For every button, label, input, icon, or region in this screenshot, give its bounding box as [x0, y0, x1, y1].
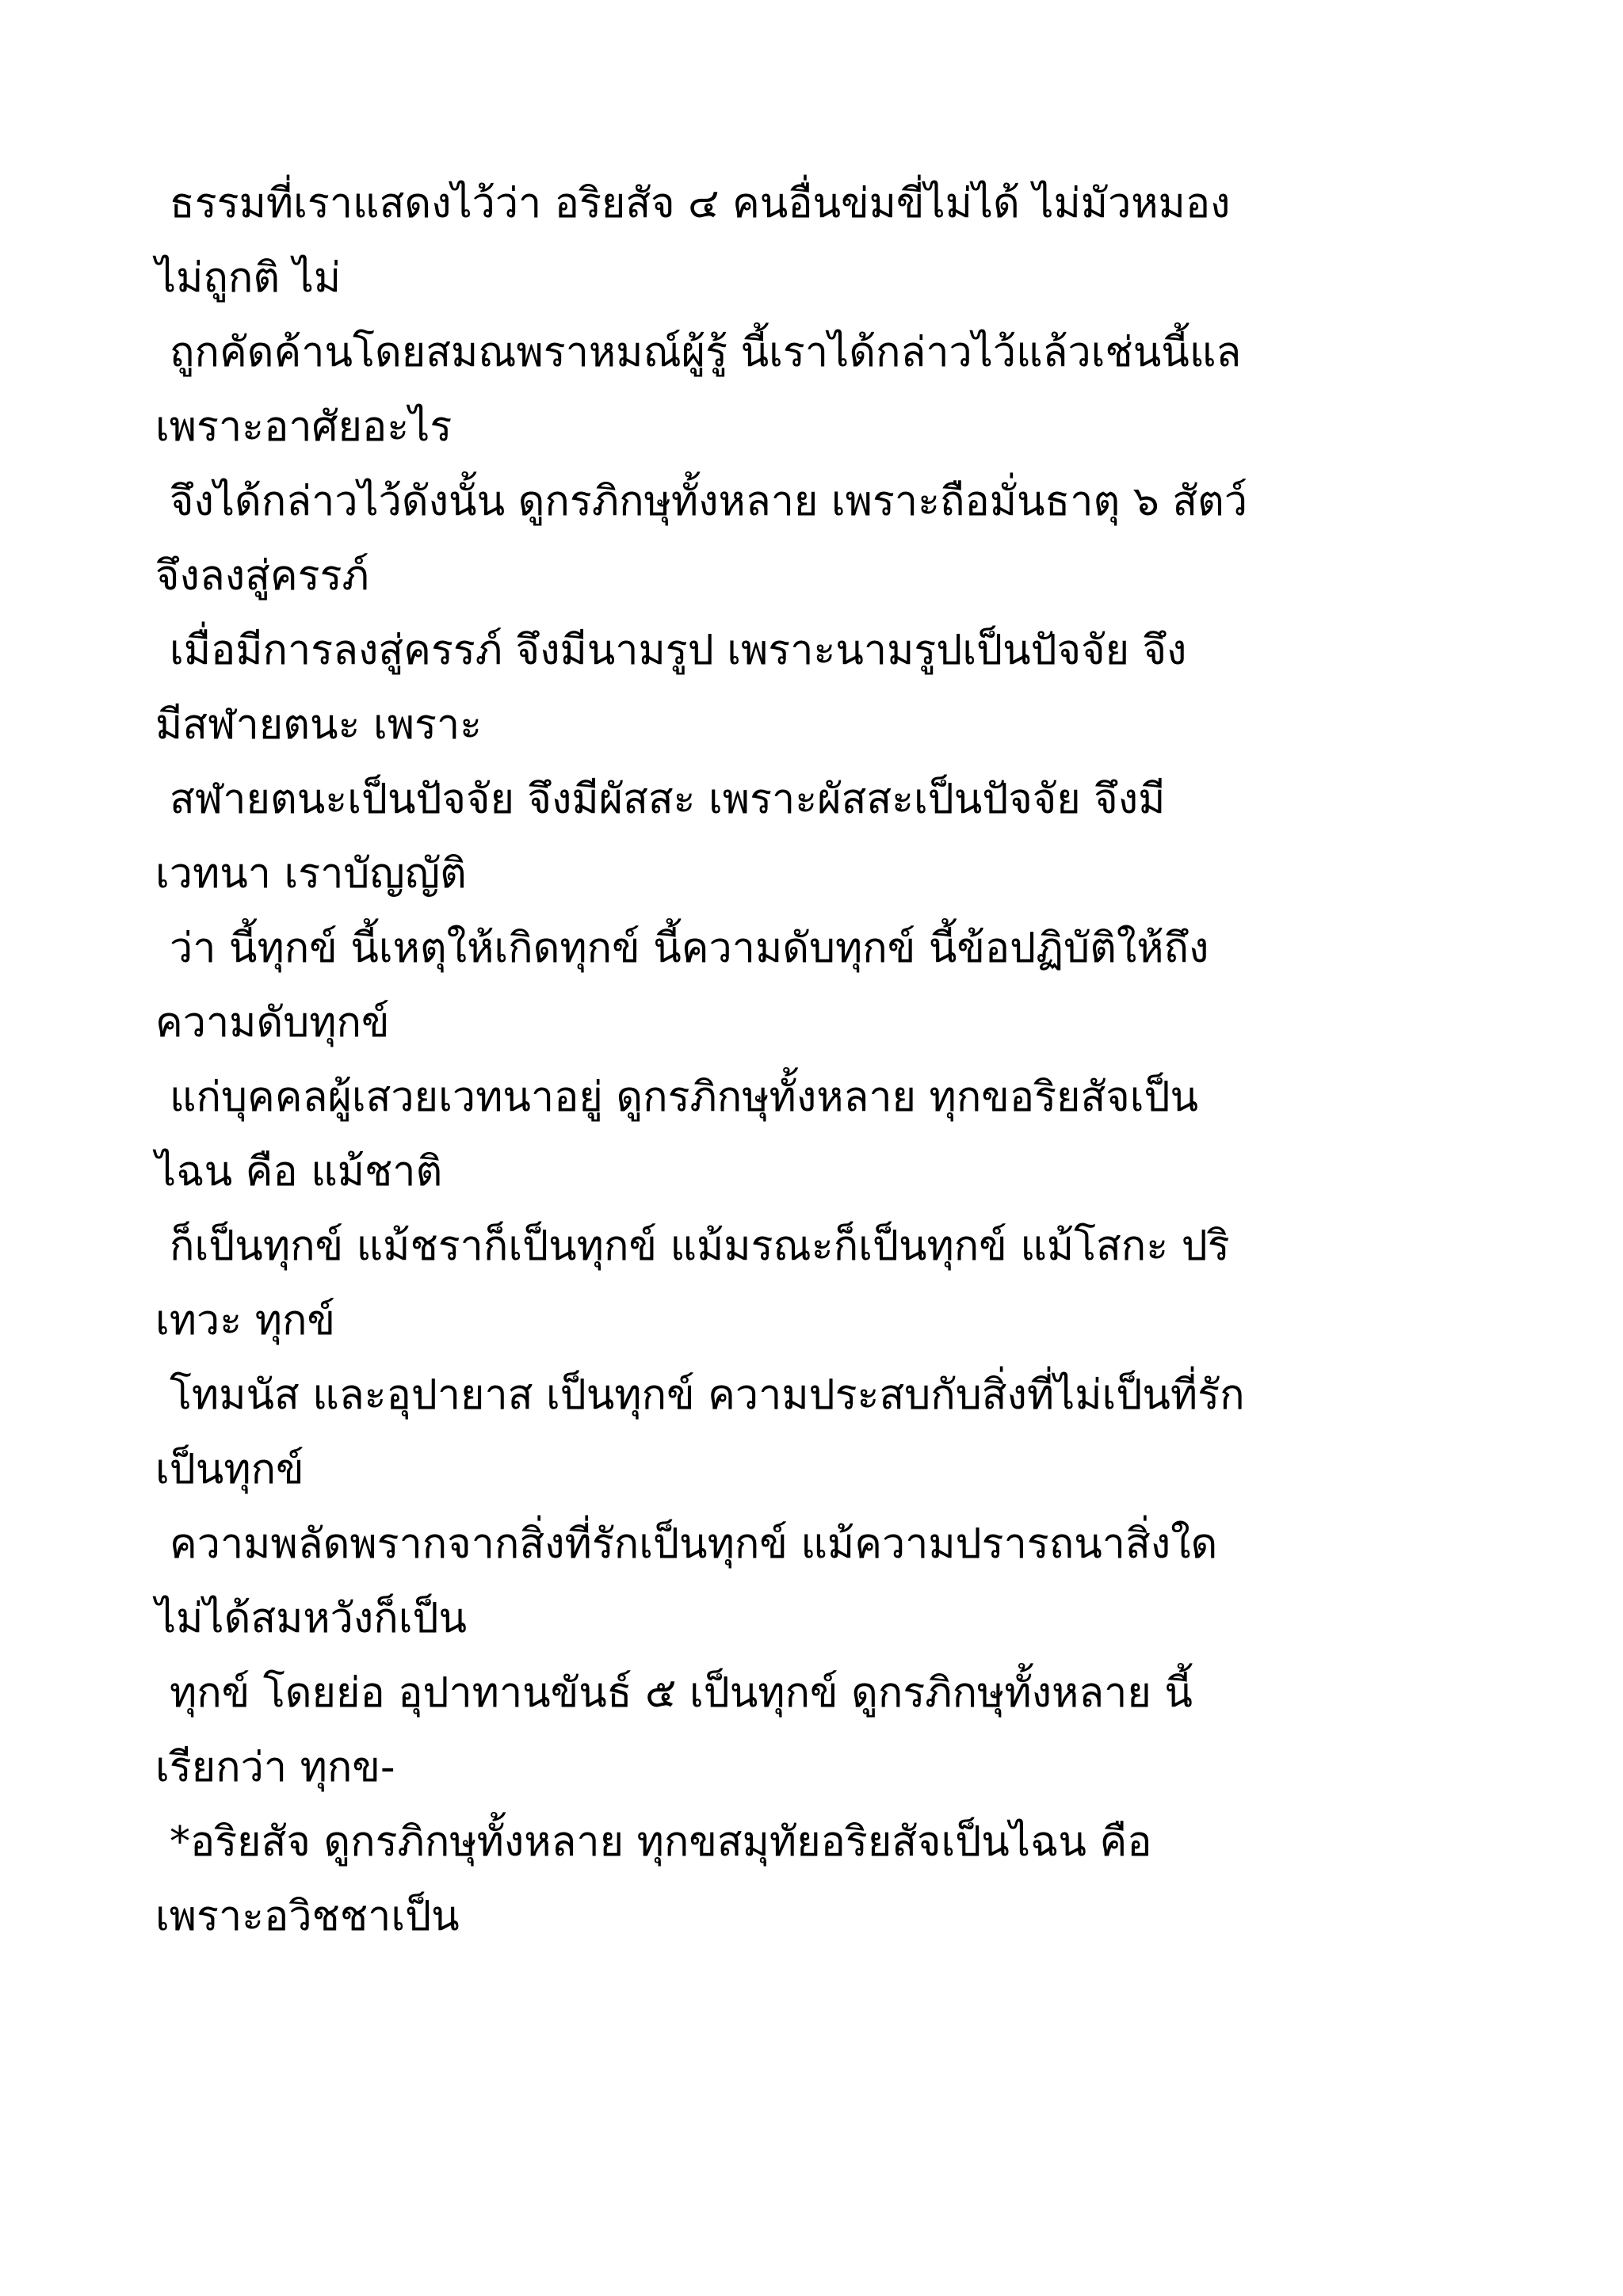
text-line: ธรรมที่เราแสดงไว้ว่า อริยสัจ ๔ คนอื่นข่มขี่ไม่ได้ ไม่มัวหมอง — [170, 180, 1231, 227]
text-line: แก่บุคคลผู้เสวยเวทนาอยู่ ดูกรภิกษุทั้งหลาย ทุกขอริยสัจเป็น — [170, 1074, 1199, 1121]
text-line: เป็นทุกข์ — [155, 1446, 304, 1493]
text-line: เมื่อมีการลงสู่ครรภ์ จึงมีนามรูป เพราะนามรูปเป็นปัจจัย จึง — [170, 627, 1187, 674]
text-line: สฬายตนะเป็นปัจจัย จึงมีผัสสะ เพราะผัสสะเป็นปัจจัย จึงมี — [170, 776, 1166, 823]
text-line: เวทนา เราบัญญัติ — [155, 850, 467, 898]
text-line: เพราะอวิชชาเป็น — [155, 1893, 460, 1940]
text-line: จึงลงสู่ครรภ์ — [155, 552, 369, 600]
text-line: เพราะอาศัยอะไร — [155, 403, 453, 451]
text-line: ความพลัดพรากจากสิ่งที่รักเป็นทุกข์ แม้ความปรารถนาสิ่งใด — [170, 1520, 1218, 1568]
text-line: มีสฬายตนะ เพราะ — [155, 701, 483, 749]
text-line: จึงได้กล่าวไว้ดังนั้น ดูกรภิกษุทั้งหลาย เพราะถือมั่นธาตุ ๖ สัตว์ — [170, 478, 1248, 525]
document-body — [155, 166, 1518, 1954]
text-line: ไม่ถูกติ ไม่ — [155, 254, 342, 302]
text-line: ก็เป็นทุกข์ แม้ชราก็เป็นทุกข์ แม้มรณะก็เป็นทุกข์ แม้โสกะ ปริ — [170, 1222, 1230, 1270]
text-line: เรียกว่า ทุกข- — [155, 1744, 395, 1791]
text-line: โทมนัส และอุปายาส เป็นทุกข์ ความประสบกับสิ่งที่ไม่เป็นที่รัก — [170, 1371, 1245, 1419]
text-line: ไม่ได้สมหวังก็เป็น — [155, 1595, 468, 1642]
text-line: ถูกคัดค้านโดยสมณพราหมณ์ผู้รู้ นี้เราได้กล่าวไว้แล้วเช่นนี้แล — [170, 329, 1242, 376]
text-line: ความดับทุกข์ — [155, 999, 390, 1047]
text-line: *อริยสัจ ดูกรภิกษุทั้งหลาย ทุกขสมุทัยอริยสัจเป็นไฉน คือ — [170, 1818, 1152, 1866]
text-line: เทวะ ทุกข์ — [155, 1297, 336, 1344]
text-line: ไฉน คือ แม้ชาติ — [155, 1148, 443, 1196]
text-line: ทุกข์ โดยย่อ อุปาทานขันธ์ ๕ เป็นทุกข์ ดูกรภิกษุทั้งหลาย นี้ — [170, 1669, 1193, 1717]
text-line: ว่า นี้ทุกข์ นี้เหตุให้เกิดทุกข์ นี้ความดับทุกข์ นี้ข้อปฏิบัติให้ถึง — [170, 925, 1209, 972]
